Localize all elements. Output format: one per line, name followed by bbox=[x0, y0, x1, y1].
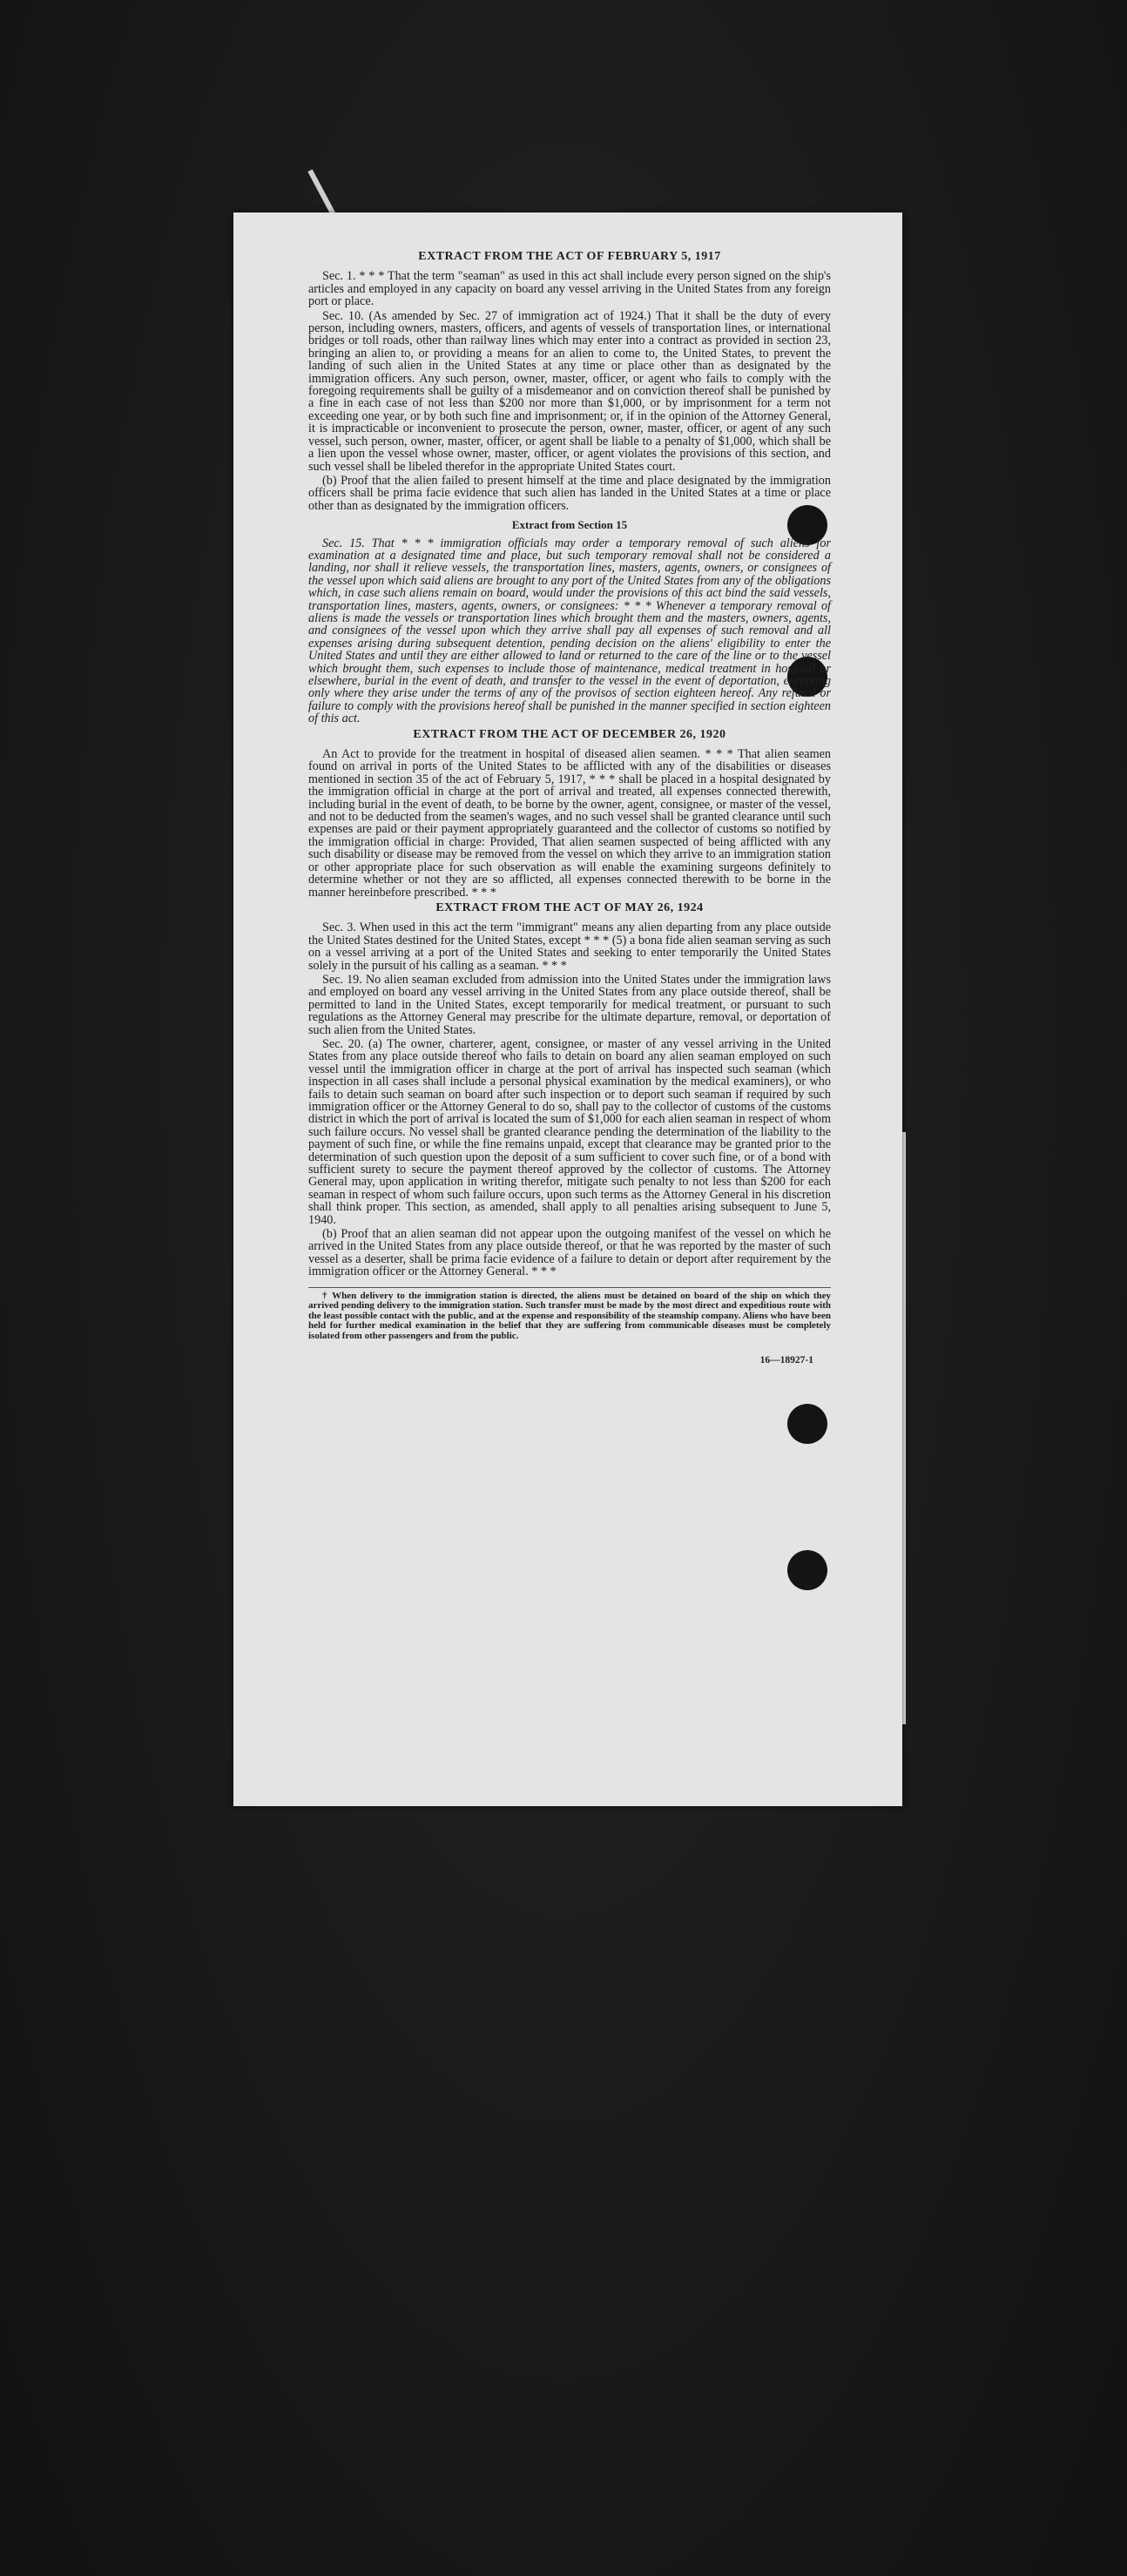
document-body bbox=[308, 247, 831, 1366]
paragraph-sec-10: Sec. 10. (As amended by Sec. 27 of immigration act of 1924.) That it shall be the duty of every person, including owners, masters, officers, and agents of vessels of transportation lines, or international bridges or toll roads, other than railway lines which may enter into a contract as provided in section 23, bringing an alien to, or providing a means for an alien to come to, the United States, to prevent the landing of such alien in the United States at any time or place other than as designated by the immigration officers. Any such person, owner, master, officer, or agent who fails to comply with the foregoing requirements shall be guilty of a misdemeanor and on conviction thereof shall be punished by a fine in each case of not less than $200 nor more than $1,000, or by imprisonment for a term not exceeding one year, or by both such fine and imprisonment; or, if in the opinion of the Attorney General, it is impracticable or inconvenient to prosecute the person, owner, master, officer, or agent of any such vessel, such person, owner, master, officer, or agent shall be liable to a penalty of $1,000, which shall be a lien upon the vessel whose owner, master, officer, or agent violates the provisions of this section, and such vessel shall be libeled therefor in the appropriate United States court. bbox=[308, 308, 831, 474]
paragraph-sec-15: Sec. 15. That * * * immigration officials may order a temporary removal of such aliens for examination at a designated time and place, but such temporary removal shall not be considered a landing, nor shall it relieve vessels, the transportation lines, masters, agents, owners, or consignees of the vessel upon which said aliens are brought to any port of the United States from any of the obligations which, in case such aliens remain on board, would under the provisions of this act bind the said vessels, transportation lines, masters, agents, owners, or consignees: * * * Whenever a temporary removal of aliens is made the vessels or transportation lines which brought them and the masters, owners, agents, and consignees of the vessel upon which they arrive shall pay all expenses of such removal and all expenses arising during subsequent detention, pending decision on the aliens' eligibility to enter the United States and until they are either allowed to land or returned to the care of the line or to the vessel which brought them, such expenses to include those of maintenance, medical treatment in hospital or elsewhere, burial in the event of death, and transfer to the vessel in the event of deportation, excepting only where they arise under the terms of any of the provisos of section eighteen hereof. Any refusal or failure to comply with the provisions hereof shall be punished in the manner specified in section eighteen of this act. bbox=[308, 536, 831, 726]
paragraph-sec-20a: Sec. 20. (a) The owner, charterer, agent, consignee, or master of any vessel arriving in the United States from any place outside thereof who fails to detain on board any alien seaman employed on such vessel until the immigration officer in charge at the port of arrival has inspected such seaman (which inspection in all cases shall include a personal physical examination by the medical examiners), or who fails to detain such seaman on board after such inspection or to deport such seaman if required by such immigration officer or the Attorney General to do so, shall pay to the collector of customs of the customs district in which the port of arrival is located the sum of $1,000 for each alien seaman in respect of whom such failure occurs. No vessel shall be granted clearance pending the determination of the liability to the payment of such fine, or while the fine remains unpaid, except that clearance may be granted prior to the determination of such question upon the deposit of a sum sufficient to cover such fine, or of a bond with sufficient surety to secure the payment thereof approved by the collector of customs. The Attorney General may, upon application in writing therefor, mitigate such penalty to not less than $200 for each seaman in respect of whom such failure occurs, upon such terms as the Attorney General in his discretion shall think proper. This section, as amended, shall apply to all penalties arising subsequent to June 5, 1940. bbox=[308, 1036, 831, 1227]
document-page bbox=[233, 212, 902, 1806]
punch-hole-4 bbox=[787, 1550, 827, 1590]
heading-act-1917: EXTRACT FROM THE ACT OF FEBRUARY 5, 1917 bbox=[418, 250, 721, 263]
paragraph-sec-1: Sec. 1. * * * That the term "seaman" as used in this act shall include every person signed on the ship's articles and employed in any capacity on board any vessel arriving in the United States from any foreign port or place. bbox=[308, 269, 831, 309]
heading-act-1924: EXTRACT FROM THE ACT OF MAY 26, 1924 bbox=[435, 900, 704, 914]
paragraph-act-1920: An Act to provide for the treatment in hospital of diseased alien seamen. * * * That alien seamen found on arrival in ports of the United States to be afflicted with any of the disabilities or diseases mentioned in section 35 of the act of February 5, 1917, * * * shall be placed in a hospital designated by the immigration official in charge at the port of arrival and treated, all expenses connected therewith, including burial in the event of death, to be borne by the owner, agent, consignee, or master of the vessel, and not to be deducted from the seamen's wages, and no such vessel shall be granted clearance until such expenses are paid or their payment appropriately guaranteed and the collector of customs so notified by the immigration official in charge: Provided, That alien seamen suspected of being afflicted with any such disability or disease may be removed from the vessel on which they arrive to an immigration station or other appropriate place for such observation as will enable the examining surgeons definitely to determine whether or not they are so afflicted, all expenses connected therewith to be borne in the manner hereinbefore prescribed. * * * bbox=[308, 747, 831, 900]
form-number: 16—18927-1 bbox=[759, 1354, 813, 1366]
heading-section-15: Extract from Section 15 bbox=[511, 518, 628, 532]
punch-hole-3 bbox=[787, 1404, 827, 1444]
paragraph-sec-20b: (b) Proof that an alien seaman did not appear upon the outgoing manifest of the vessel on which he arrived in the United States from any place outside thereof, or that he was reported by the master of such vessel as a deserter, shall be prima facie evidence of a failure to detain or deport after requirement by the immigration officer or the Attorney General. * * * bbox=[308, 1227, 831, 1279]
heading-act-1920: EXTRACT FROM THE ACT OF DECEMBER 26, 1920 bbox=[413, 727, 726, 741]
paragraph-sec-19: Sec. 19. No alien seaman excluded from admission into the United States under the immigration laws and employed on board any vessel arriving in the United States from any place outside thereof, shall be permitted to land in the United States, except temporarily for medical treatment, or pursuant to such regulations as the Attorney General may prescribe for the ultimate departure, removal, or deportation of such alien from the United States. bbox=[308, 972, 831, 1037]
paragraph-sec-10b: (b) Proof that the alien failed to present himself at the time and place designated by the immigration officers shall be prima facie evidence that such alien has landed in the United States at a time or place other than as designated by the immigration officers. bbox=[308, 473, 831, 513]
paragraph-sec-3: Sec. 3. When used in this act the term "immigrant" means any alien departing from any place outside the United States destined for the United States, except * * * (5) a bona fide alien seaman serving as such on a vessel arriving at a port of the United States and seeking to enter temporarily the United States solely in the pursuit of his calling as a seaman. * * * bbox=[308, 920, 831, 973]
footnote: † When delivery to the immigration station is directed, the aliens must be detained on board of the ship on which they arrived pending delivery to the immigration station. Such transfer must be made by the most direct and expeditious route with the least possible contact with the public, and at the expense and responsibility of the steamship company. Aliens who have been held for further medical examination in the belief that they are suffering from communicable diseases must be completely isolated from other passengers and from the public. bbox=[308, 1287, 831, 1342]
